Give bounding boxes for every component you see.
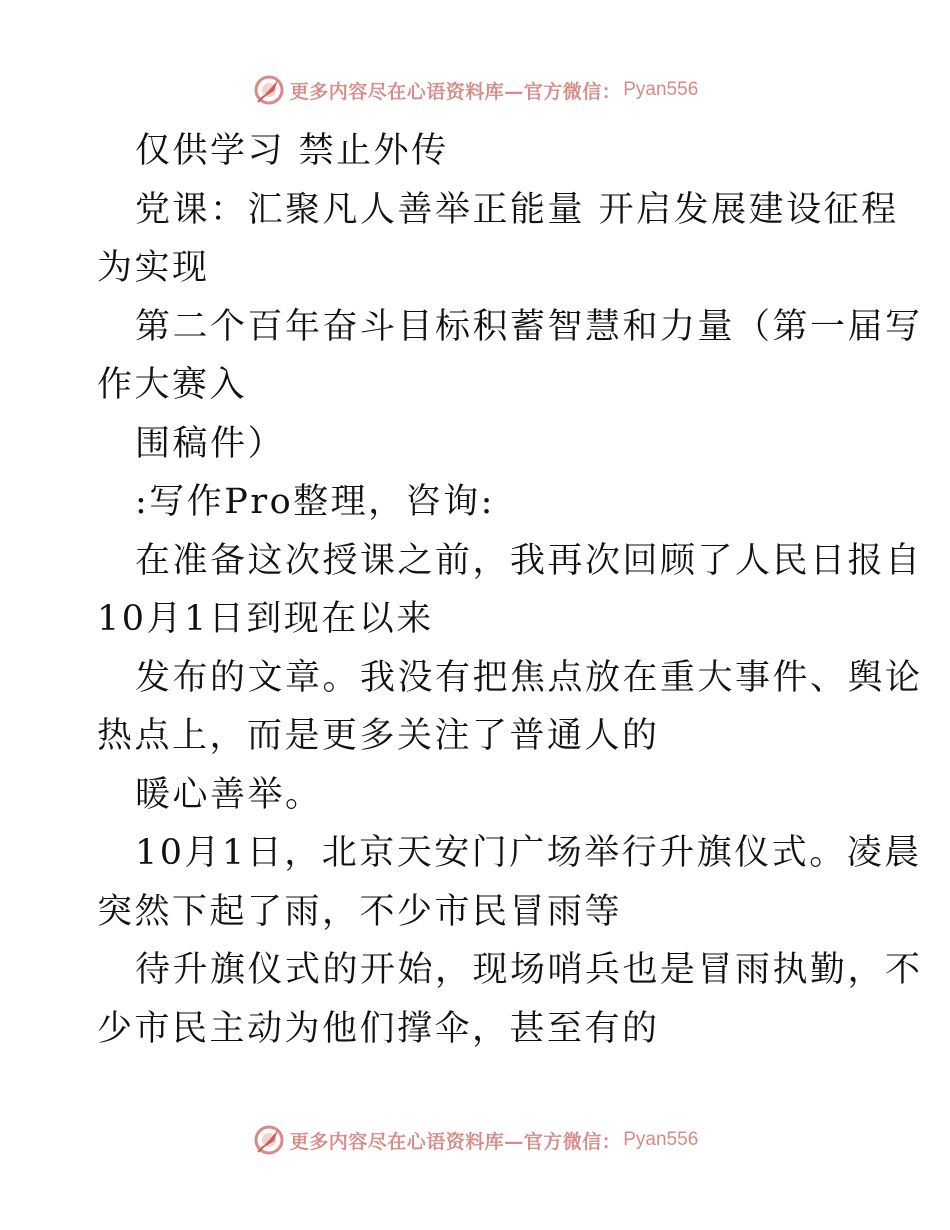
text-line: 少市民主动为他们撑伞，甚至有的 — [97, 1008, 660, 1049]
footer-watermark — [0, 1120, 950, 1160]
quill-logo-icon — [252, 73, 286, 107]
watermark-wechat-id: Pyan556 — [623, 1129, 699, 1150]
watermark-text: 更多内容尽在心语资料库—官方微信： — [289, 1130, 622, 1153]
text-line: 为实现 — [97, 248, 210, 288]
text-line: 突然下起了雨，不少市民冒雨等 — [97, 891, 623, 932]
text-line: 10月1日到现在以来 — [97, 599, 434, 639]
watermark-wechat-id: Pyan556 — [623, 79, 699, 100]
text-line: 作大赛入 — [97, 365, 248, 405]
text-line: 围稿件） — [135, 423, 286, 464]
text-line: 第二个百年奋斗目标积蓄智慧和力量（第一届写 — [135, 306, 923, 347]
document-body — [97, 122, 923, 1058]
text-line: 在准备这次授课之前，我再次回顾了人民日报自 — [135, 540, 923, 581]
text-line: 待升旗仪式的开始，现场哨兵也是冒雨执勤，不 — [135, 950, 923, 990]
text-line: 暖心善举。 — [135, 774, 323, 815]
text-line: 发布的文章。我没有把焦点放在重大事件、舆论 — [135, 657, 923, 698]
quill-logo-icon — [252, 1123, 286, 1157]
text-line: 仅供学习 禁止外传 — [135, 131, 449, 171]
text-line: 热点上，而是更多关注了普通人的 — [97, 716, 660, 756]
text-line: :写作Pro整理，咨询: — [135, 482, 495, 522]
header-watermark — [0, 70, 950, 110]
watermark-text: 更多内容尽在心语资料库—官方微信： — [289, 80, 622, 103]
text-line: 党课：汇聚凡人善举正能量 开启发展建设征程 — [135, 189, 899, 230]
text-line: 10月1日，北京天安门广场举行升旗仪式。凌晨 — [135, 833, 922, 873]
